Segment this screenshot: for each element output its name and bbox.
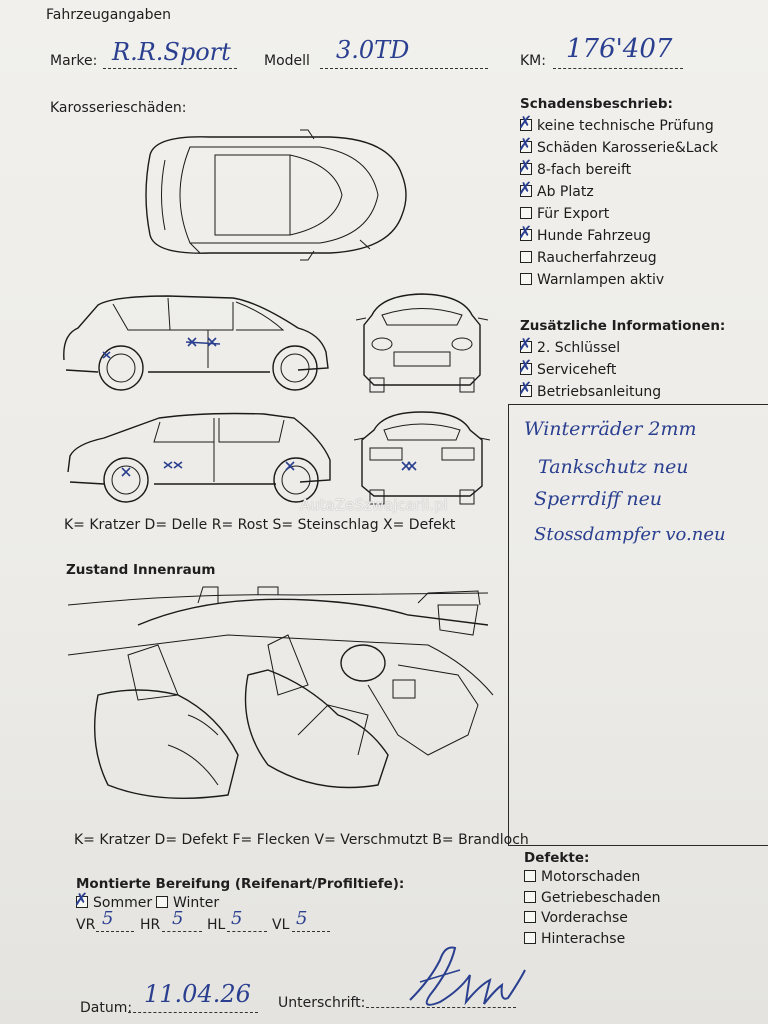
defekt-label: Motorschaden — [541, 869, 641, 885]
sommer-checkbox[interactable] — [76, 896, 88, 908]
schaden-item[interactable] — [520, 206, 609, 222]
vr-label: VR — [76, 917, 96, 933]
car-right-side-diagram[interactable] — [64, 410, 344, 510]
schaden-checkbox[interactable] — [520, 273, 532, 285]
vl-label: VL — [272, 917, 290, 933]
interior-diagram[interactable] — [68, 585, 498, 825]
vr-value[interactable]: 5 — [102, 908, 114, 929]
winter-checkbox[interactable] — [156, 896, 168, 908]
schadensbeschrieb-title: Schadensbeschrieb: — [520, 96, 673, 112]
unterschrift-label: Unterschrift: — [278, 995, 366, 1011]
schaden-checkbox[interactable] — [520, 185, 532, 197]
winter-option[interactable] — [156, 895, 219, 911]
defekt-checkbox[interactable] — [524, 891, 536, 903]
marke-value[interactable]: R.R.Sport — [112, 38, 231, 66]
zusatz-label: Serviceheft — [537, 362, 617, 378]
schaden-label: 8-fach bereift — [537, 162, 632, 178]
form-title: Fahrzeugangaben — [46, 7, 171, 23]
schaden-label: Ab Platz — [537, 184, 594, 200]
schaden-label: keine technische Prüfung — [537, 118, 714, 134]
car-rear-view-diagram[interactable] — [352, 410, 492, 510]
sommer-option[interactable] — [76, 895, 152, 911]
km-value[interactable]: 176'407 — [566, 34, 673, 64]
schaden-item[interactable] — [520, 184, 594, 200]
car-left-side-diagram[interactable] — [58, 290, 338, 400]
vl-value[interactable]: 5 — [296, 908, 308, 929]
car-front-view-diagram[interactable] — [352, 290, 492, 400]
datum-value[interactable]: 11.04.26 — [144, 980, 251, 1008]
zusatz-checkbox[interactable] — [520, 385, 532, 397]
schaden-item[interactable] — [520, 140, 718, 156]
bereifung-title: Montierte Bereifung (Reifenart/Profiltiefe): — [76, 876, 405, 892]
zusatz-item[interactable] — [520, 362, 616, 378]
hl-label: HL — [207, 917, 226, 933]
defekt-checkbox[interactable] — [524, 870, 536, 882]
innenraum-legend: K= Kratzer D= Defekt F= Flecken V= Verschmutzt B= Brandloch — [74, 832, 529, 848]
schaden-checkbox[interactable] — [520, 207, 532, 219]
schaden-label: Hunde Fahrzeug — [537, 228, 651, 244]
vl-underline — [292, 931, 330, 932]
hr-label: HR — [140, 917, 161, 933]
defekt-label: Vorderachse — [541, 910, 628, 926]
datum-label: Datum: — [80, 1000, 133, 1016]
vr-underline — [96, 931, 134, 932]
sommer-label: Sommer — [93, 895, 153, 911]
schaden-checkbox[interactable] — [520, 119, 532, 131]
zusatz-item[interactable] — [520, 384, 661, 400]
hl-underline — [227, 931, 267, 932]
modell-label: Modell — [264, 53, 310, 69]
signature[interactable] — [400, 940, 530, 1015]
defekt-label: Hinterachse — [541, 930, 626, 947]
defekt-item[interactable] — [524, 890, 661, 906]
zusaetzlich-title: Zusätzliche Informationen: — [520, 318, 726, 334]
note-line-1: Winterräder 2mm — [524, 418, 697, 440]
innenraum-title: Zustand Innenraum — [66, 562, 216, 578]
karosserie-title: Karosserieschäden: — [50, 100, 187, 116]
schaden-item[interactable] — [520, 272, 664, 288]
zusatz-label: 2. Schlüssel — [537, 340, 621, 356]
note-line-2: Tankschutz neu — [538, 456, 689, 478]
zusatz-item[interactable] — [520, 340, 620, 356]
note-line-3: Sperrdiff neu — [534, 488, 663, 510]
schaden-label: Warnlampen aktiv — [537, 272, 665, 288]
hr-value[interactable]: 5 — [172, 908, 184, 929]
watermark: AutaZeSzwajcarii.pl — [300, 496, 448, 514]
defekte-title: Defekte: — [524, 850, 590, 866]
schaden-checkbox[interactable] — [520, 163, 532, 175]
defekt-checkbox[interactable] — [524, 911, 536, 923]
schaden-item[interactable] — [520, 118, 714, 134]
defekt-item[interactable] — [524, 869, 640, 885]
schaden-item[interactable] — [520, 250, 657, 266]
winter-label: Winter — [173, 895, 220, 911]
zusatz-checkbox[interactable] — [520, 363, 532, 375]
schaden-label: Schäden Karosserie&Lack — [537, 140, 718, 156]
km-underline — [553, 68, 683, 69]
defekt-item[interactable] — [524, 931, 625, 947]
modell-underline — [320, 68, 488, 69]
schaden-checkbox[interactable] — [520, 141, 532, 153]
schaden-label: Raucherfahrzeug — [537, 250, 657, 266]
marke-label: Marke: — [50, 53, 98, 69]
note-line-4: Stossdampfer vo.neu — [534, 524, 726, 545]
schaden-item[interactable] — [520, 228, 651, 244]
karosserie-legend: K= Kratzer D= Delle R= Rost S= Steinschlag X= Defekt — [64, 517, 456, 533]
datum-underline — [128, 1012, 258, 1013]
km-label: KM: — [520, 53, 546, 69]
modell-value[interactable]: 3.0TD — [336, 36, 410, 64]
marke-underline — [103, 68, 237, 69]
schaden-checkbox[interactable] — [520, 229, 532, 241]
hl-value[interactable]: 5 — [231, 908, 243, 929]
zusatz-label: Betriebsanleitung — [537, 384, 662, 400]
car-top-view-diagram[interactable] — [130, 125, 420, 265]
schaden-checkbox[interactable] — [520, 251, 532, 263]
defekt-item[interactable] — [524, 910, 628, 926]
hr-underline — [162, 931, 202, 932]
defekt-label: Getriebeschaden — [541, 889, 661, 906]
schaden-label: Für Export — [537, 206, 610, 222]
schaden-item[interactable] — [520, 162, 631, 178]
zusatz-checkbox[interactable] — [520, 341, 532, 353]
